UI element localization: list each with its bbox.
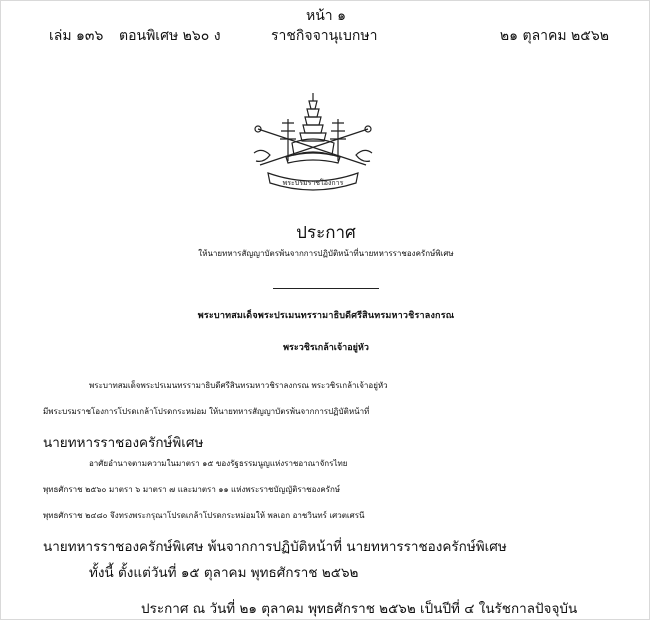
closing-line: ประกาศ ณ วันที่ ๒๑ ตุลาคม พุทธศักราช ๒๕๖๒ เป็นปีที่ ๔ ในรัชกาลปัจจุบัน	[141, 601, 578, 617]
effective-date-line: ทั้งนี้ ตั้งแต่วันที่ ๑๕ ตุลาคม พุทธศักราช ๒๕๖๒	[89, 565, 359, 581]
emblem-ribbon-text: พระบรมราชโองการ	[282, 179, 344, 187]
section-number: ตอนพิเศษ ๒๖๐ ง	[119, 28, 221, 44]
body-paragraph-2-line-2: พุทธศักราช ๒๕๖๐ มาตรา ๖ มาตรา ๗ และมาตรา ๑๑ แห่งพระราชบัญญัติราชองครักษ์	[43, 485, 341, 494]
body-paragraph-1-line-3: นายทหารราชองครักษ์พิเศษ	[43, 435, 204, 451]
gazette-header	[49, 25, 609, 45]
announcement-subtitle: ให้นายทหารสัญญาบัตรพ้นจากการปฏิบัติหน้าที่นายทหารราชองครักษ์พิเศษ	[198, 249, 454, 258]
king-name-line-2: พระวชิรเกล้าเจ้าอยู่หัว	[283, 343, 369, 353]
king-name-line-1: พระบาทสมเด็จพระปรเมนทรรามาธิบดีศรีสินทรมหาวชิราลงกรณ	[197, 311, 455, 321]
page-number: หน้า ๑	[306, 8, 346, 24]
publication-date: ๒๑ ตุลาคม ๒๕๖๒	[499, 28, 609, 44]
royal-garuda-emblem-icon	[248, 91, 378, 191]
publication-name: ราชกิจจานุเบกษา	[271, 28, 378, 44]
body-paragraph-1-line-2: มีพระบรมราชโองการโปรดเกล้าโปรดกระหม่อม ให้นายทหารสัญญาบัตรพ้นจากการปฏิบัติหน้าที่	[43, 407, 370, 416]
divider	[273, 288, 379, 289]
volume-number: เล่ม ๑๓๖	[49, 28, 104, 44]
body-paragraph-2-line-3: พุทธศักราช ๒๔๘๐ จึงทรงพระกรุณาโปรดเกล้าโปรดกระหม่อมให้ พลเอก อาชวินทร์ เศวตเศรนี	[43, 511, 365, 520]
body-paragraph-2-line-4: นายทหารราชองครักษ์พิเศษ พ้นจากการปฏิบัติหน้าที่ นายทหารราชองครักษ์พิเศษ	[43, 539, 507, 555]
announcement-title: ประกาศ	[296, 223, 356, 243]
body-paragraph-2-line-1: อาศัยอำนาจตามความในมาตรา ๑๕ ของรัฐธรรมนูญแห่งราชอาณาจักรไทย	[89, 459, 348, 468]
body-paragraph-1-line-1: พระบาทสมเด็จพระปรเมนทรรามาธิบดีศรีสินทรมหาวชิราลงกรณ พระวชิรเกล้าเจ้าอยู่หัว	[89, 381, 388, 390]
